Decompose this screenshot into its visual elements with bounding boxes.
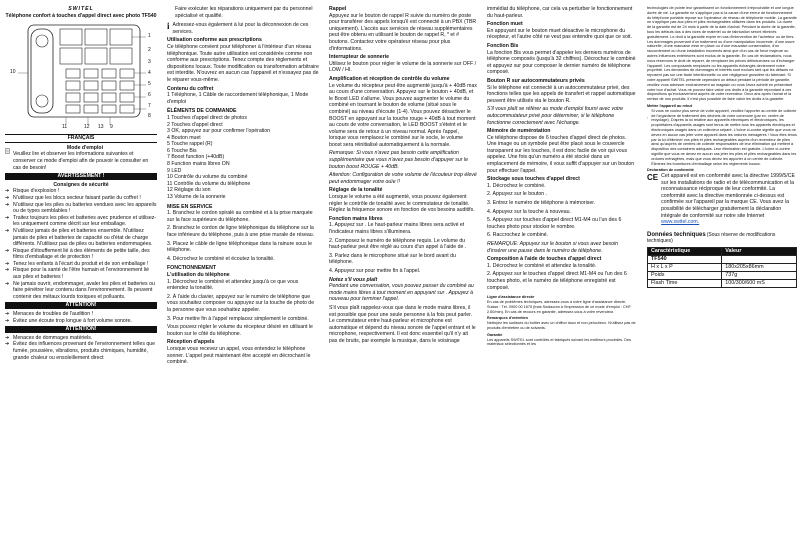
store-step: 5. Appuyez sur touches d'appel direct M1-M4 ou l'un des 6 touches photo pour stocker le nombre. (487, 217, 622, 230)
manual-book-icon (5, 145, 10, 157)
contents-heading: Contenu du coffret (167, 85, 214, 92)
arrow-icon: ➔ (5, 227, 10, 234)
operation-heading: FONCTIONNEMENT (167, 265, 216, 272)
arrow-icon: ➔ (5, 267, 10, 274)
arrow-icon: ➔ (5, 260, 10, 267)
bis-heading: Fonction Bis (487, 42, 519, 49)
phone-illustration (6, 21, 156, 131)
attention-item-cont: Faire exécuter les réparations uniquement par du personnel spécialisé et qualifié. (175, 6, 313, 19)
arrow-icon: ➔ (5, 341, 10, 348)
attention-item: Menaces de troubles de l'audition ! (13, 311, 94, 318)
column-3 (324, 0, 482, 554)
safety-item: N'utilisez que les piles ou batteries vendues avec les appareils ou de types semblables ! (13, 201, 157, 215)
language-heading: FRANÇAIS (5, 134, 157, 143)
attention-banner: ATTENTION! (5, 302, 157, 309)
handsfree-step: 1. Appuyez sur . Le haut-parleur mains libres sera activé et l'indicateur mains libres s'illuminera. (329, 222, 465, 235)
assist-heading: Ligne d'assistance directe (487, 295, 535, 300)
mode-text: Veuillez lire et observer les informations suivantes et conserver ce mode d'emploi afin de pouvoir le consulter en cas de besoin! (12, 151, 149, 171)
setup-step: 4. Décrochez le combiné et écoutez la tonalité. (167, 255, 275, 262)
callout-number: 6 (148, 92, 151, 99)
control-item: 1 Touches d'appel direct de photos (167, 114, 247, 121)
conformity-body: Cet appareil est en conformité avec la directive 1999/5/CE sur les installations de radio et de télécommunication et la reconnaissance réciproque de leur conformité. La conformité avec la directive mentionnée ci-dessus est confirmée sur l'appareil par la marque CE. Vous avez la possibilité de télécharger gratuitement la déclaration intégrale de conformité sur notre site Internet (661, 173, 795, 219)
ring-text: Utilisez le bouton pour régler le volume de la sonnerie sur OFF / LOW / HI. (329, 60, 477, 74)
care-heading: Remarques d'entretien (487, 316, 528, 321)
table-row (648, 272, 797, 280)
control-item: 13 Volume de la sonnerie (167, 194, 226, 201)
controls-heading: ÉLÉMENTS DE COMMANDE (167, 108, 237, 115)
control-item: 10 Contrôle du volume du combiné (167, 174, 248, 181)
control-item: 3 OK, appuyez sur pour confirmer l'opération (167, 128, 271, 135)
table-row (648, 264, 797, 272)
tone-heading: Réglage de la tonalité (329, 187, 383, 194)
callout-number: 7 (148, 103, 151, 110)
table-cell: 180x205x86mm (722, 264, 797, 272)
arrow-icon: ➔ (5, 247, 10, 254)
warranty-cont: technologies de pointe leur garantissent un fonctionnement irréprochable et une longue durée de vie. La garantie ne s'applique pas si la cause d'une erreur de fonctionnement du téléphone portable repose sur l'opérateur de réseau de téléphonie mobile. La garantie ne s'applique pas aux piles et piles rechargeables utilisées dans les produits. La durée de la garantie est de 24 mois à partir de la date d'achat. Pendant la durée de la garantie, tous les défauts dus à des vices de matériel ou de fabrication seront éliminés gratuitement. Le droit à la garantie expire en cas d'intervention de l'acheteur ou de tiers. Les dommages provenant d'un traitement ou d'une manipulation incorrecte, d'une usure naturelle, d'une mauvaise mise en place ou d'une mauvaise conservation, d'un raccordement ou d'une installation incorrects ainsi que d'un cas de force majeure ou autres influences extérieures sont exclus de la garantie. En cas de réclamations, nous nous réservons le droit de réparer, de remplacer les pièces défectueuses ou d'échanger l'appareil. Les composants remplacés ou les appareils échangés deviennent notre propriété. Les demandes de dommages et intérêts sont exclues tant que les défauts ne reposent pas sur une faute intentionnelle ou une négligence grossière du fabricant. Si votre appareil SWITEL présente cependant un défaut pendant la période de garantie, veuillez vous adresser exclusivement au magasin où vous l'avez acheté en présentant votre bon d'achat. Vous ne pouvez faire valoir vos droits à la garantie répondant à ces dispositions qu'exclusivement auprès de votre revendeur. Deux ans après l'achat et la remise de nos produits, il n'est plus possible de faire valoir les droits à la garantie. (647, 6, 797, 102)
warning-banner: AVERTISSEMENT ! (5, 173, 157, 180)
tech-data-heading: Données techniques (647, 231, 706, 238)
table-cell: TF540 (648, 256, 722, 264)
store-step: 4. Appuyez sur la touche à nouveau. (487, 208, 571, 215)
arrow-icon: ➔ (5, 334, 10, 341)
handsfree-heading: Fonction mains libres (329, 215, 383, 222)
column-2 (162, 0, 324, 554)
amp-text: Le volume du récepteur peut être augmenté jusqu'à + 40dB max au cours d'une conversation. Appuyez sur le bouton + 40dB, et le Boost LED s'allume. Vous pouvez augmenter le volume du combiné en tournant le bouton de volume (situé sous le combiné) au niveau d'écoute (1-4). Vous pouvez désactiver le BOOST en appuyant sur la touche rouge + 40dB à tout moment au cours de votre conversation, le LED BOOST s'éteint et le volume sera de retour à un niveau normal. Après l'appel, lorsque vous remplacez le combiné sur le socle, le volume boost sera réinitialisé automatiquement à la normale. (329, 82, 477, 148)
table-header: Valeur (722, 248, 797, 256)
attention-item: Menaces de dommages matériels. (13, 334, 93, 341)
info-note (167, 22, 319, 35)
disposal-heading: Mettre l'appareil au rebut (647, 103, 692, 108)
safety-item: N'utilisez jamais de piles et batteries ensemble. N'utilisez jamais de piles et batteries de capacité ou d'état de charge différents. N'utilisez pas de piles ou batteries endommagées. (13, 227, 153, 248)
operation-step: Vous pouvez régler le volume du récepteur désiré en utilisant le bouton sur le côté du téléphone. (167, 324, 313, 337)
usage-heading: Utilisation conforme aux prescriptions (167, 37, 262, 44)
safety-item: Risque d'explosion ! (13, 188, 60, 195)
table-row (648, 280, 797, 288)
arrow-icon: ➔ (5, 201, 10, 208)
setup-step: 1. Branchez le cordon spiralé au combiné et à la prise marquée sur la face supérieure du téléphone. (167, 210, 313, 223)
handsfree-step: 4. Appuyez sur pour mettre fin à l'appel. (329, 267, 421, 274)
care-text: Nettoyez les surfaces du boîtier avec un chiffon doux et non pelucheux. N'utilisez pas de produits d'entretien ou de solvants. (487, 321, 636, 330)
ring-heading: Interrupteur de sonnerie (329, 54, 389, 61)
remarque-text: Remarque: Si vous n'avez pas besoin cette amplification supplémentaire que vous n'avez pas besoin d'appuyer sur le bouton boost ROUGE + 40dB. (329, 150, 468, 170)
arrow-icon: ➔ (5, 214, 10, 221)
control-item: 4 Bouton muet (167, 134, 201, 141)
note-text-2: S'il vous plaît rappelez-vous que dans le mode mains libres, il est possible que pour une seule personne à la fois peut parler. Le commutateur entre haut-parleur et microphone est automatique et dépend du niveau sonore de l'appel entrant et le microphone, respectivement. Il est donc essentiel qu'il n'y ait pas de bruits, par exemple la musique, dans le voisinage (329, 304, 476, 344)
mute-text: En appuyant sur le bouton muet désactive le microphone du récepteur, et l'autre côté ne veut pas entendre quoi que ce soit. (487, 27, 632, 41)
control-item: 12 Réglage du son (167, 187, 211, 194)
support-block (487, 295, 637, 347)
callout-number: 4 (148, 70, 151, 77)
ce-mark-icon: CE (647, 173, 659, 183)
control-item: 8 Function mains libres ON (167, 161, 230, 168)
mode-block (5, 145, 157, 171)
info-icon: i (167, 21, 170, 32)
callout-number: 8 (148, 113, 151, 120)
attention-item: Évitez des influences provenant de l'environnement telles que fumée, poussière, vibrations, produits chimiques, humidité, grande chaleur ou ensoleillement direct (13, 341, 156, 361)
setup-step: 2. Branchez le cordon de ligne téléphonique du téléphone sur la face inférieure du téléphone, puis à une prise murale de réseau. (167, 225, 315, 238)
usage-text: Ce téléphone convient pour téléphoner à l'intérieur d'un réseau téléphonique. Toute autre utilisation est considérée comme non conforme aux prescriptions. Tenez compte des règlements et dispositions locaux. Toute modification ou transformation arbitraire est interdite. N'ouvrez en aucun cas l'appareil et n'essayez pas de le réparer vous-même. (167, 43, 319, 83)
website-link[interactable]: www.switel.com. (661, 219, 700, 226)
store-step: 6. Raccrochez le combiné. (487, 232, 549, 239)
callout-number: 1 (148, 33, 151, 40)
mute-heading: Fonction muet (487, 21, 523, 28)
column-4 (482, 0, 642, 554)
safety-item: Ne jamais ouvrir, endommager, avaler les piles et batteries ou faire pénétrer leur contenu dans l'environnement. Ils peuvent contenir des métaux lourds toxiques et polluants. (13, 280, 155, 300)
arrow-icon: ➔ (5, 311, 10, 318)
phone-drawing (6, 21, 156, 131)
tech-data-sub: (Sous réserve de modifications techniques) (647, 231, 776, 245)
control-item: 9 LED (167, 167, 182, 174)
warranty-text: Les appareils SWITEL sont contrôlés et fabriqués suivant les meilleurs procédés. Des matériaux sélectionnés et les (487, 337, 631, 347)
disposal-block (647, 109, 797, 169)
callout-number: 12 (84, 124, 90, 131)
operation-step: 1. Décrochez le combiné et attendez jusqu'à ce que vous entendez la tonalité. (167, 278, 299, 292)
bis-text: La fonction Bis vous permet d'appeler les derniers numéros de téléphone composés (jusqu'à 32 chiffres). Décrochez le combiné et appuyez sur pour composer le dernier numéro de téléphone composé. (487, 49, 636, 76)
control-item: 5 Touche rappel (R) (167, 141, 213, 148)
control-item: 6 Touche Bis (167, 147, 197, 154)
safety-item: N'utilisez que les blocs secteur faisant partie du coffret ! (13, 194, 141, 201)
tone-text: Lorsque le volume a été augmenté, vous pouvez également régler le contrôle de tonalité avec le commutateur de tonalité. Réglez la fréquence sonore en fonction de vos besoins auditifs. (329, 194, 475, 214)
reception-text: Lorsque vous recevez un appel, vous entendez le téléphone sonner. L'appel peut maintenant être accepté en décrochant le combiné. (167, 345, 311, 366)
table-cell: 737g (722, 272, 797, 280)
controls-list (167, 115, 319, 201)
callout-number: 3 (148, 59, 151, 66)
dial-step: 1. Décrochez le combiné et attendez la tonalité. (487, 262, 597, 269)
arrow-icon: ➔ (5, 280, 10, 287)
column-5 (642, 0, 802, 554)
table-cell: H x L x P (648, 264, 722, 272)
table-header-row (648, 248, 797, 256)
tech-data (647, 232, 797, 245)
table-cell: Flash Time (648, 280, 722, 288)
setup-step: 3. Placez le câble de ligne téléphonique dans la rainure sous le téléphone. (167, 240, 313, 254)
handsfree-step: 3. Parlez dans le microphone situé sur le bord avant du téléphone. (329, 252, 456, 266)
column-1 (0, 0, 162, 554)
conformity-heading: Déclaration de conformité (647, 168, 694, 173)
setup-heading: MISE EN SERVICE (167, 203, 213, 210)
callout-number: 10 (10, 69, 16, 76)
safety-item: Risque d'étouffement lié à des éléments de petite taille, des films d'emballage et de protection ! (13, 247, 150, 261)
memory-heading: Mémoire de numérotation (487, 128, 551, 135)
operation-step: 3. Pour mettre fin à l'appel remplacez simplement le combiné. (167, 315, 309, 322)
attention-note: Attention: Configuration de votre volume de l'écouteur trop élevé peut endommager votre ouïe !! (329, 172, 477, 185)
disposal-text: Si vous ne voulez plus servir de votre appareil, veuillez l'apporter au centre de collecte de l'organisme de traitement des déchets de votre commune (par ex. centre de recyclage). D'après la loi relative aux appareils électriques et électroniques, les propriétaires d'appareils usagés sont tenus de mettre tous les appareils électriques et électroniques usagés dans un collecteur séparé. L'icône ci-contre signifie que vous ne devez en aucun cas jeter votre appareil dans les ordures ménagères ! Vous êtes tenus par la loi d'éliminer vos piles et piles rechargeables auprès d'un revendeur de piles ainsi qu'auprès de centres de collecte responsables de leur élimination qui mettent à disposition des containers adéquats. Leur élimination est gratuite. L'icône ci-contre signifie que vous ne devez en aucun cas jeter les piles et piles rechargeables dans les ordures ménagères, mais que vous devez les apporter à un centre de collecte. Éliminez les fournitures d'emballage selon les règlements locaux. (651, 108, 797, 166)
contents-text: 1 Téléphone, 1 Câble de raccordement téléphonique, 1 Mode d'emploi (167, 92, 309, 105)
attention-item: Évitez une écoute trop longue à fort volume sonore. (13, 317, 132, 324)
safety-subtitle: Consignes de sécurité (53, 181, 109, 188)
note-heading: Notez s'il vous plaît (329, 276, 378, 283)
safety-list (5, 188, 157, 300)
control-item: 11 Contrôle du volume du téléphone (167, 180, 251, 187)
reception-heading: Réception d'appels (167, 339, 215, 346)
callout-number: 2 (148, 47, 151, 54)
rappel-text: Appuyez sur le bouton de rappel R suivie du numéro de poste pour transférer des appels lorsqu'il est connecté à un PBX (TBR uniquement). L'accès aux services de réseau supplémentaires peut être obtenu en utilisant le bouton de rappel R, * et # boutons. Contactez votre opérateur réseau pour plus d'informations. (329, 12, 477, 52)
conformity-block (647, 173, 797, 228)
table-cell (722, 256, 797, 264)
table-header: Caractéristique (648, 248, 722, 256)
safety-item: Traitez toujours les piles et batteries avec prudence et utilisez-les uniquement comme décrit sur leur emballage. (13, 214, 157, 228)
store-step: 1. Décrochez le combiné. (487, 182, 546, 189)
product-title: Téléphone confort à touches d'appel direct avec photo TF540 (5, 12, 157, 19)
handsfree-step: 2. Composez le numéro de téléphone requis. Le volume du haut-parleur peut être réglé au cours d'un appel à l'aide de . (329, 237, 467, 251)
arrow-icon: ➔ (5, 194, 10, 201)
callout-number: 13 (98, 124, 104, 131)
operation-step: 2. À l'aide du clavier, appuyez sur le numéro de téléphone que vous souhaitez composer ou appuyez sur la touche de photo de la personne que vous souhaitez appeler. (167, 293, 315, 313)
safety-item: Tenez les enfants à l'écart du produit et de son emballage ! (13, 260, 149, 267)
operation-subheading: L'utilisation du téléphone (167, 271, 230, 278)
pbx-note: S'il vous plaît se référer au mode d'emploi fourni avec votre autocommutateur privé pour déterminer, si le téléphone fonctionne correctement avec l'échange. (487, 106, 624, 126)
callout-number: 11 (62, 124, 68, 131)
callout-number: 9 (110, 124, 113, 131)
brand-logo: SWITEL (68, 6, 94, 12)
conformity-text (661, 173, 797, 226)
rappel-heading: Rappel (329, 6, 347, 12)
store-heading: Stockage sous touches d'appel direct (487, 176, 580, 183)
store-step: 2. Appuyez sur le bouton . (487, 191, 547, 198)
assist-text: En cas de problèmes techniques, adressez-vous à notre ligne d'assistance directe, Suisse : Tél. 0900 00 1675 (frais Swisscom à l'impression de ce mode d'emploi : CHF 2.60/min). En cas de recours en garantie, adressez-vous à votre revendeur. (487, 299, 631, 314)
dial-heading: Composition à l'aide de touches d'appel direct (487, 256, 602, 263)
arrow-icon: ➔ (5, 317, 10, 324)
col4-intro: immédiat du téléphone, car cela va perturber le fonctionnement du haut-parleur. (487, 6, 633, 19)
arrow-icon: ➔ (5, 188, 10, 195)
note-text: Pendant une conversation, vous pouvez passer du combiné au mode mains libres à tout moment en appuyant sur . Appuyez à nouveau pour terminer l'appel. (329, 283, 474, 303)
memory-text: Ce téléphone dispose de 6 touches d'appel direct de photos. Une image ou un symbole peut être placé sous le couvercle transparent sur les touches, il est donc facile de voir qui vous appelez. Une fois qu'un numéro a été stocké dans un emplacement de mémoire, il vous suffit d'appuyer sur un bouton pour effectuer l'appel. (487, 134, 635, 174)
store-note: REMARQUE: Appuyez sur le bouton si vous avez besoin d'insérer une pause dans le numéro de téléphone. (487, 241, 618, 254)
store-step: 3. Entrez le numéro de téléphone à mémoriser. (487, 200, 596, 207)
table-cell: Poids (648, 272, 722, 280)
info-note-text: Adressez-vous également à lui pour la déconnexion de ces services. (172, 22, 309, 35)
table-row (648, 256, 797, 264)
attention-banner: ATTENTION! (5, 326, 157, 333)
dial-step: 2. Appuyez sur le touches d'appel direct M1-M4 ou l'un des 6 touches photo, et le numéro de téléphone enregistré est composé. (487, 271, 627, 291)
control-item: 2 Touches d'appel direct (167, 121, 223, 128)
callout-number: 5 (148, 81, 151, 88)
control-item: 7 Boost function (+40dB) (167, 154, 225, 161)
pbx-text: Si le téléphone est connecté à un autocommutateur privé, des fonctions telles que les appels de transfert et rappel automatique peuvent être utilisés via le bouton R. (487, 84, 636, 104)
tech-data-table (647, 247, 797, 288)
crossed-bin-icon (647, 109, 648, 127)
table-cell: 100/300/600 mS (722, 280, 797, 288)
amp-heading: Amplification et réception de contrôle du volume (329, 75, 450, 82)
warranty-heading: Garantie (487, 332, 503, 337)
mode-heading: Mode d'emploi (66, 144, 104, 151)
safety-item: Risque pour la santé de l'être humain et l'environnement lié aux piles et batteries ! (13, 267, 150, 281)
pbx-heading: Bouton R sur autocommutateurs privés (487, 77, 585, 84)
